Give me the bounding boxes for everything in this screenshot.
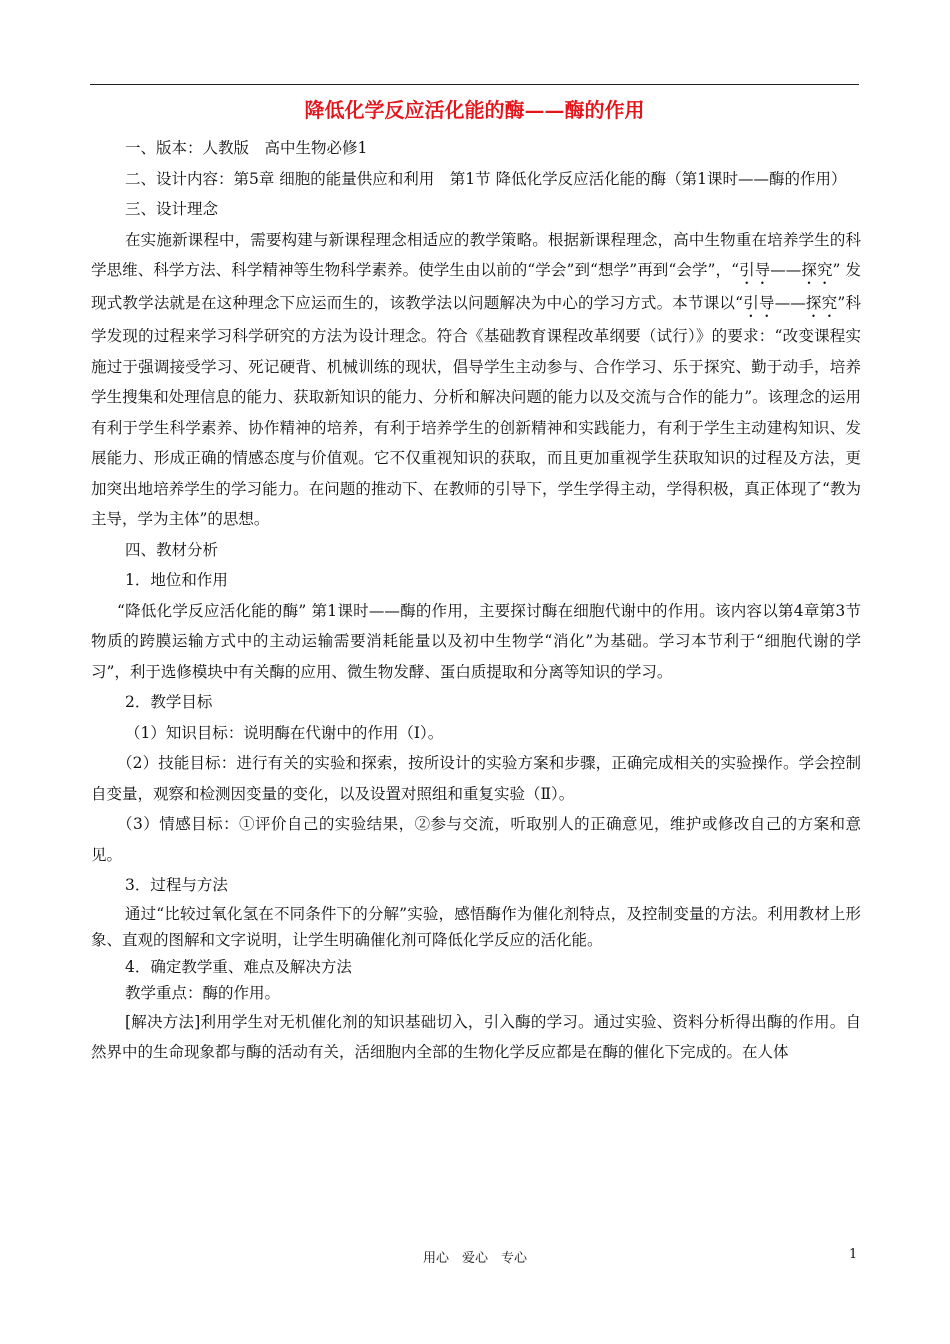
goal-skill: （2）技能目标：进行有关的实验和探索，按所设计的实验方案和步骤，正确完成相关的实验操作。学会控制自变量，观察和检测因变量的变化，以及设置对照组和重复实验（Ⅱ）。 — [91, 754, 861, 803]
section-design-concept-paragraph — [91, 225, 861, 535]
header-rule — [90, 84, 859, 85]
concept-text-b: 发现式教学法就是在这种理念下应运而生的，该教学法以问题解决为中心的学习方式。本节课以 — [91, 261, 861, 312]
key-point: 教学重点：酶的作用。 — [125, 984, 281, 1002]
goal-knowledge: （1）知识目标：说明酶在代谢中的作用（Ⅰ）。 — [125, 723, 444, 742]
subsection-position-paragraph: “降低化学反应活化能的酶” 第1课时——酶的作用，主要探讨酶在细胞代谢中的作用。该内容以第4章第3节物质的跨膜运输方式中的主动运输需要消耗能量以及初中生物学“消化”为基础。学习本节利于“细胞代谢的学习”，利于选修模块中有关酶的应用、微生物发酵、蛋白质提取和分离等知识的学习。 — [91, 601, 861, 681]
concept-text-a: 在实施新课程中，需要构建与新课程理念相适应的教学策略。根据新课程理念，高中生物重在培养学生的科学思维、科学方法、科学精神等生物科学素养。使学生由以前的“学会”到“想学”再到“会学”， — [91, 230, 861, 279]
footer-slogan: 用心 爱心 专心 — [422, 1251, 527, 1266]
subsection-key-points-heading: 4．确定教学重、难点及解决方法 — [125, 957, 352, 976]
concept-text-c: 科学发现的过程来学习科学研究的方法为设计理念。符合《基础教育课程改革纲要（试行）》的要求：“改变课程实施过于强调接受学习、死记硬背、机械训练的现状，倡导学生主动参与、合作学习、乐于探究、勤于动手，培养学生搜集和处理信息的能力、获取新知识的能力、分析和解决问题的能力以及交流与合作的能力”。该理念的运用有利于学生科学素养、协作精神的培养，有利于培养学生的创新精神和实践能力，有利于学生主动建构知识、发展能力、形成正确的情感态度与价值观。它不仅重视知识的获取，而且更加重视学生获取知识的过程及方法，更加突出地培养学生的学习能力。在问题的推动下、在教师的引导下，学生学得主动，学得积极，真正体现了“教为主导，学为主体”的思想。 — [91, 294, 861, 528]
subsection-position-heading: 1．地位和作用 — [125, 571, 228, 589]
subsection-process-heading: 3．过程与方法 — [125, 876, 228, 894]
section-textbook-analysis-heading: 四、教材分析 — [125, 540, 219, 559]
document-body — [91, 133, 861, 1068]
section-design-content: 二、设计内容：第5章 细胞的能量供应和利用 第1节 降低化学反应活化能的酶（第1课时——酶的作用） — [125, 169, 847, 188]
subsection-goals-heading: 2．教学目标 — [125, 693, 213, 711]
goal-emotion: （3）情感目标：①评价自己的实验结果，②参与交流，听取别人的正确意见，维护或修改自己的方案和意见。 — [91, 815, 861, 864]
solution-paragraph: [解决方法]利用学生对无机催化剂的知识基础切入，引入酶的学习。通过实验、资料分析得出酶的作用。自然界中的生命现象都与酶的活动有关，活细胞内全部的生物化学反应都是在酶的催化下完成的。在人体 — [91, 1012, 861, 1061]
concept-emphasis-2: “引导——探究” — [735, 294, 846, 312]
section-design-concept-heading: 三、设计理念 — [125, 200, 219, 218]
page-number: 1 — [849, 1247, 858, 1262]
subsection-process-paragraph: 通过“比较过氧化氢在不同条件下的分解”实验，感悟酶作为催化剂特点，及控制变量的方法。利用教材上形象、直观的图解和文字说明，让学生明确催化剂可降低化学反应的活化能。 — [91, 904, 861, 949]
section-version: 一、版本：人教版 高中生物必修1 — [125, 139, 368, 157]
concept-emphasis-1: “引导——探究” — [731, 261, 841, 279]
page-footer — [0, 1247, 950, 1271]
document-title: 降低化学反应活化能的酶——酶的作用 — [304, 98, 645, 122]
